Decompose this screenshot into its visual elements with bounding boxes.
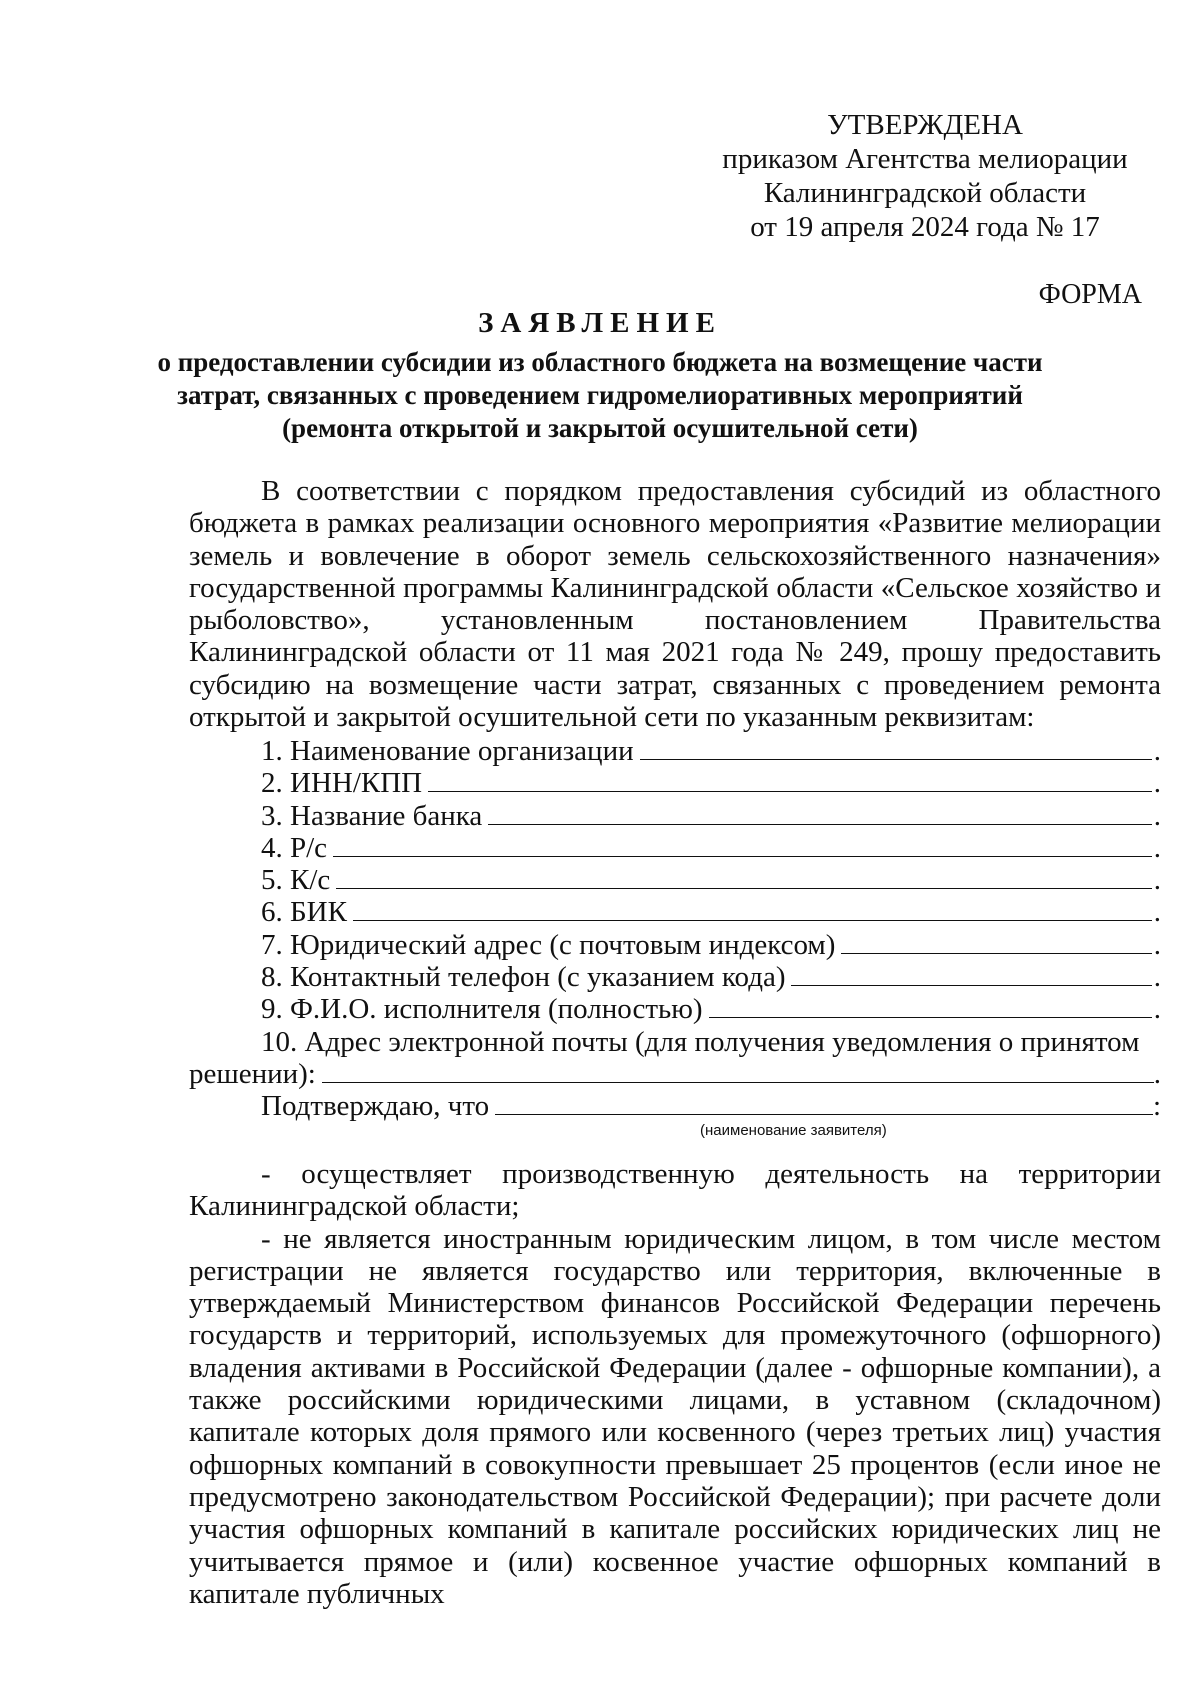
condition-paragraph: - осуществляет производственную деятельность на территории Калининградской области; — [189, 1158, 1161, 1223]
blank-line[interactable] — [640, 737, 1152, 760]
field-contact-phone[interactable] — [261, 961, 1161, 993]
field-bank-name[interactable] — [261, 800, 1161, 832]
confirm-applicant[interactable] — [261, 1090, 1161, 1122]
field-end: . — [1153, 896, 1161, 929]
blank-line[interactable] — [488, 802, 1151, 825]
field-email[interactable] — [189, 1058, 1161, 1090]
blank-line[interactable] — [791, 963, 1151, 986]
document-subtitle — [150, 346, 1050, 445]
document-title: ЗАЯВЛЕНИЕ — [478, 307, 722, 339]
blank-line[interactable] — [841, 931, 1151, 954]
field-label: 9. Ф.И.О. исполнителя (полностью) — [261, 993, 703, 1026]
confirm-end: : — [1152, 1090, 1161, 1123]
field-email-cont-label: решении): — [189, 1057, 316, 1090]
blank-line[interactable] — [333, 834, 1152, 857]
blank-line[interactable] — [709, 995, 1152, 1018]
conditions-text — [189, 1158, 1161, 1610]
condition-paragraph: - не является иностранным юридическим лицом, в том числе местом регистрации не является государство или территория, включенные в утверждаемый Министерством финансов Российской Федерации перечень государств и территорий, используемых для промежуточного (офшорного) владения активами в Российской Федерации (далее - офшорные компании), а также российскими юридическими лицами, в уставном (складочном) капитале которых доля прямого или косвенного (через третьих лиц) участия офшорных компаний в совокупности превышает 25 процентов (если иное не предусмотрено законодательством Российской Федерации); при расчете доли участия офшорных компаний в капитале российских юридических лиц не учитывается прямое и (или) косвенное участие офшорных компаний в капитале публичных — [189, 1222, 1161, 1610]
field-settlement-account[interactable] — [261, 832, 1161, 864]
field-end: . — [1153, 831, 1161, 864]
form-label: ФОРМА — [1038, 279, 1142, 310]
approval-line-2: Калининградской области — [763, 177, 1087, 209]
field-end: . — [1153, 735, 1161, 767]
field-end: . — [1153, 767, 1161, 800]
field-correspondent-account[interactable] — [261, 864, 1161, 896]
field-inn-kpp[interactable] — [261, 767, 1161, 799]
field-end: . — [1153, 864, 1161, 897]
field-legal-address[interactable] — [261, 929, 1161, 961]
field-end: . — [1153, 961, 1161, 994]
approval-line-3: от 19 апреля 2024 года № 17 — [750, 211, 1100, 243]
field-label: 4. Р/с — [261, 831, 328, 864]
blank-line[interactable] — [428, 769, 1152, 792]
field-end: . — [1153, 928, 1161, 961]
approval-title: УТВЕРЖДЕНА — [827, 109, 1023, 141]
subtitle-line-3: (ремонта открытой и закрытой осушительной сети) — [282, 413, 918, 443]
applicant-caption: (наименование заявителя) — [700, 1122, 887, 1139]
field-end: . — [1153, 799, 1161, 832]
subtitle-line-2: затрат, связанных с проведением гидромелиоративных мероприятий — [177, 380, 1023, 410]
intro-paragraph — [189, 475, 1161, 733]
field-label: 3. Название банка — [261, 799, 483, 832]
field-label: 5. К/с — [261, 864, 331, 897]
field-executor-name[interactable] — [261, 993, 1161, 1025]
approval-line-1: приказом Агентства мелиорации — [722, 143, 1128, 175]
field-label: 7. Юридический адрес (с почтовым индексом) — [261, 928, 836, 961]
confirm-label: Подтверждаю, что — [261, 1090, 490, 1123]
blank-line[interactable] — [495, 1092, 1153, 1115]
field-label: 8. Контактный телефон (с указанием кода) — [261, 961, 786, 994]
blank-line[interactable] — [353, 898, 1152, 921]
field-label: 1. Наименование организации — [261, 735, 634, 767]
requisites-list — [189, 735, 1161, 1123]
subtitle-line-1: о предоставлении субсидии из областного бюджета на возмещение части — [157, 347, 1043, 377]
field-email-label: 10. Адрес электронной почты (для получения уведомления о принятом — [261, 1025, 1140, 1058]
blank-line[interactable] — [336, 866, 1151, 889]
field-end: . — [1153, 1057, 1161, 1090]
approval-stamp — [700, 108, 1150, 244]
field-label: 2. ИНН/КПП — [261, 767, 423, 800]
field-bik[interactable] — [261, 896, 1161, 928]
field-end: . — [1153, 993, 1161, 1026]
field-organization-name[interactable] — [261, 735, 1161, 767]
blank-line[interactable] — [322, 1060, 1154, 1083]
field-label: 6. БИК — [261, 896, 347, 929]
intro-text: В соответствии с порядком предоставления субсидий из областного бюджета в рамках реализации основного мероприятия «Развитие мелиорации земель и вовлечение в оборот земель сельскохозяйственного назначения» государственной программы Калининградской области «Сельское хозяйство и рыболовство», установленным постановлением Правительства Калининградской области от 11 мая 2021 года № 249, прошу предоставить субсидию на возмещение части затрат, связанных с проведением ремонта открытой и закрытой осушительной сети по указанным реквизитам: — [189, 475, 1161, 734]
